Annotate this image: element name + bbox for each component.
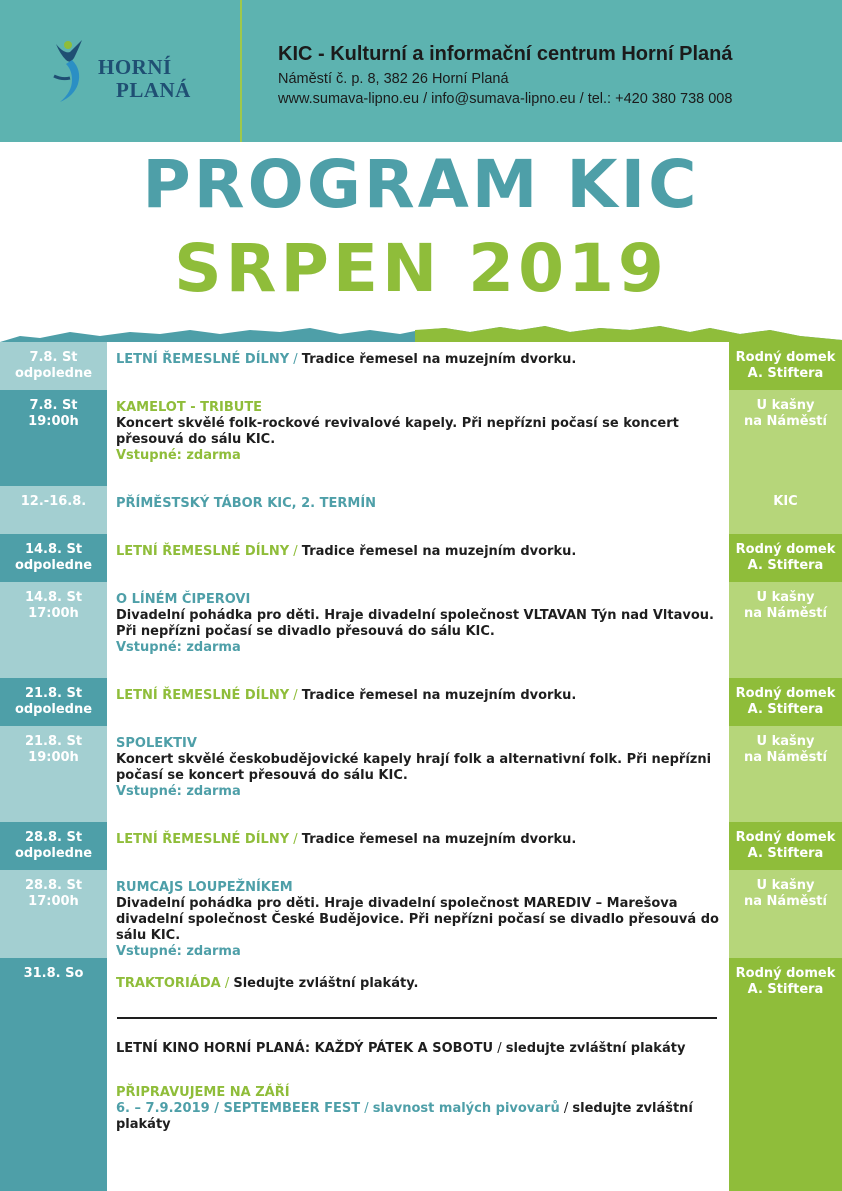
event-row	[116, 592, 724, 656]
event-place: A. Stiftera	[747, 558, 824, 573]
event-time: odpoledne	[14, 558, 93, 573]
separator: /	[289, 544, 302, 559]
event-entry: Vstupné: zdarma	[116, 448, 241, 463]
event-row	[116, 736, 724, 800]
event-row	[116, 688, 724, 704]
event-desc: Koncert skvělé folk-rockové revivalové kapely. Při nepřízni počasí se koncert přesouvá do sálu KIC.	[116, 416, 679, 447]
event-title: SPOLEKTIV	[116, 736, 197, 751]
event-desc: Koncert skvělé českobudějovické kapely hrají folk a alternativní folk. Při nepřízni počasí se koncert přesouvá do sálu KIC.	[116, 752, 712, 783]
event-entry: Vstupné: zdarma	[116, 640, 241, 655]
separator: /	[559, 1101, 573, 1116]
event-desc: Divadelní pohádka pro děti. Hraje divadelní společnost VLTAVAN Týn nad Vltavou. Při nepřízni počasí se divadlo přesouvá do sálu KIC.	[116, 608, 714, 639]
event-place: na Náměstí	[744, 750, 827, 765]
event-title: RUMCAJS LOUPEŽNÍKEM	[116, 880, 293, 895]
event-title: O LÍNÉM ČIPEROVI	[116, 592, 251, 607]
page-subtitle: SRPEN 2019	[174, 230, 668, 307]
event-row	[116, 832, 724, 848]
separator: /	[289, 832, 302, 847]
date-cell	[0, 342, 107, 390]
place-cell	[729, 486, 842, 534]
event-date: 21.8. St	[24, 686, 83, 701]
event-entry: Vstupné: zdarma	[116, 784, 241, 799]
event-title: LETNÍ ŘEMESLNÉ DÍLNY	[116, 688, 290, 703]
event-title: TRAKTORIÁDA	[116, 976, 221, 991]
place-cell	[729, 582, 842, 678]
date-cell	[0, 678, 107, 726]
event-place: A. Stiftera	[747, 366, 824, 381]
date-cell	[0, 822, 107, 870]
event-place: na Náměstí	[744, 606, 827, 621]
event-desc: Tradice řemesel na muzejním dvorku.	[301, 688, 577, 703]
event-title: LETNÍ ŘEMESLNÉ DÍLNY	[116, 352, 290, 367]
events-column	[107, 342, 729, 1191]
upcoming-subtitle: slavnost malých pivovarů	[372, 1101, 560, 1116]
date-cell	[0, 534, 107, 582]
divider-rule	[117, 1017, 717, 1019]
separator: /	[493, 1041, 506, 1056]
date-cell	[0, 870, 107, 958]
event-date: 14.8. St	[24, 590, 83, 605]
separator: /	[289, 688, 302, 703]
date-cell	[0, 958, 107, 1191]
event-row	[116, 496, 724, 512]
event-place: A. Stiftera	[747, 702, 824, 717]
event-place: A. Stiftera	[747, 846, 824, 861]
event-time: odpoledne	[14, 846, 93, 861]
place-cell	[729, 678, 842, 726]
logo[interactable]	[0, 0, 240, 142]
dates-column	[0, 342, 107, 1191]
upcoming-desc: sledujte zvláštní plakáty	[116, 1101, 693, 1132]
event-place: A. Stiftera	[747, 982, 824, 997]
event-place: Rodný domek	[735, 686, 836, 701]
event-desc: Tradice řemesel na muzejním dvorku.	[301, 832, 577, 847]
page-title: PROGRAM KIC	[142, 146, 700, 223]
event-place: na Náměstí	[744, 414, 827, 429]
event-desc: Divadelní pohádka pro děti. Hraje divadelní společnost MAREDIV – Marešova divadelní společnost České Budějovice. Při nepřízni počasí se divadlo přesouvá do sálu KIC.	[116, 896, 719, 943]
event-date: 7.8. St	[29, 350, 78, 365]
event-place: Rodný domek	[735, 542, 836, 557]
header-address: Náměstí č. p. 8, 382 26 Horní Planá	[278, 71, 509, 87]
place-cell	[729, 390, 842, 486]
event-place: U kašny	[756, 734, 815, 749]
event-time: odpoledne	[14, 366, 93, 381]
upcoming-note	[116, 1085, 724, 1133]
event-desc: Sledujte zvláštní plakáty.	[233, 976, 419, 991]
kino-desc: sledujte zvláštní plakáty	[505, 1041, 686, 1056]
event-date: 31.8. So	[23, 966, 84, 981]
date-cell	[0, 582, 107, 678]
event-date: 7.8. St	[29, 398, 78, 413]
date-cell	[0, 726, 107, 822]
event-time: odpoledne	[14, 702, 93, 717]
header-band	[0, 0, 842, 142]
event-place: na Náměstí	[744, 894, 827, 909]
places-column	[729, 342, 842, 1191]
header-title: KIC - Kulturní a informační centrum Horní Planá	[278, 43, 733, 65]
event-place: Rodný domek	[735, 350, 836, 365]
place-cell	[729, 534, 842, 582]
upcoming-date: 6. – 7.9.2019 / SEPTEMBEER FEST	[116, 1101, 361, 1116]
event-place: U kašny	[756, 398, 815, 413]
event-desc: Tradice řemesel na muzejním dvorku.	[301, 352, 577, 367]
date-cell	[0, 390, 107, 486]
separator: /	[289, 352, 302, 367]
event-place: U kašny	[756, 878, 815, 893]
event-title: LETNÍ ŘEMESLNÉ DÍLNY	[116, 544, 290, 559]
event-place: KIC	[773, 494, 798, 509]
event-place: Rodný domek	[735, 966, 836, 981]
event-title: PŘÍMĚSTSKÝ TÁBOR KIC, 2. TERMÍN	[116, 496, 377, 511]
event-row	[116, 976, 724, 992]
event-date: 28.8. St	[24, 878, 83, 893]
event-row	[116, 880, 724, 960]
header-contacts[interactable]: www.sumava-lipno.eu / info@sumava-lipno.eu / tel.: +420 380 738 008	[278, 91, 733, 107]
event-date: 21.8. St	[24, 734, 83, 749]
kino-title: LETNÍ KINO HORNÍ PLANÁ: KAŽDÝ PÁTEK A SOBOTU	[116, 1041, 494, 1056]
event-place: U kašny	[756, 590, 815, 605]
place-cell	[729, 822, 842, 870]
separator: /	[360, 1101, 373, 1116]
event-date: 28.8. St	[24, 830, 83, 845]
event-time: 19:00h	[28, 414, 79, 429]
event-row	[116, 544, 724, 560]
header-divider	[240, 0, 242, 142]
event-row	[116, 352, 724, 368]
logo-text	[98, 56, 191, 102]
place-cell	[729, 958, 842, 1191]
place-cell	[729, 342, 842, 390]
event-place: Rodný domek	[735, 830, 836, 845]
logo-line1: HORNÍ	[98, 55, 172, 79]
separator: /	[220, 976, 234, 991]
logo-line2: PLANÁ	[116, 78, 191, 102]
place-cell	[729, 870, 842, 958]
kino-note	[116, 1041, 724, 1057]
event-time: 17:00h	[28, 606, 79, 621]
event-time: 19:00h	[28, 750, 79, 765]
upcoming-title: PŘIPRAVUJEME NA ZÁŘÍ	[116, 1085, 290, 1100]
event-title: LETNÍ ŘEMESLNÉ DÍLNY	[116, 832, 290, 847]
event-date: 12.-16.8.	[20, 494, 87, 509]
event-date: 14.8. St	[24, 542, 83, 557]
event-desc: Tradice řemesel na muzejním dvorku.	[301, 544, 577, 559]
date-cell	[0, 486, 107, 534]
event-entry: Vstupné: zdarma	[116, 944, 241, 959]
event-title: KAMELOT - TRIBUTE	[116, 400, 263, 415]
event-time: 17:00h	[28, 894, 79, 909]
place-cell	[729, 726, 842, 822]
event-row	[116, 400, 724, 464]
